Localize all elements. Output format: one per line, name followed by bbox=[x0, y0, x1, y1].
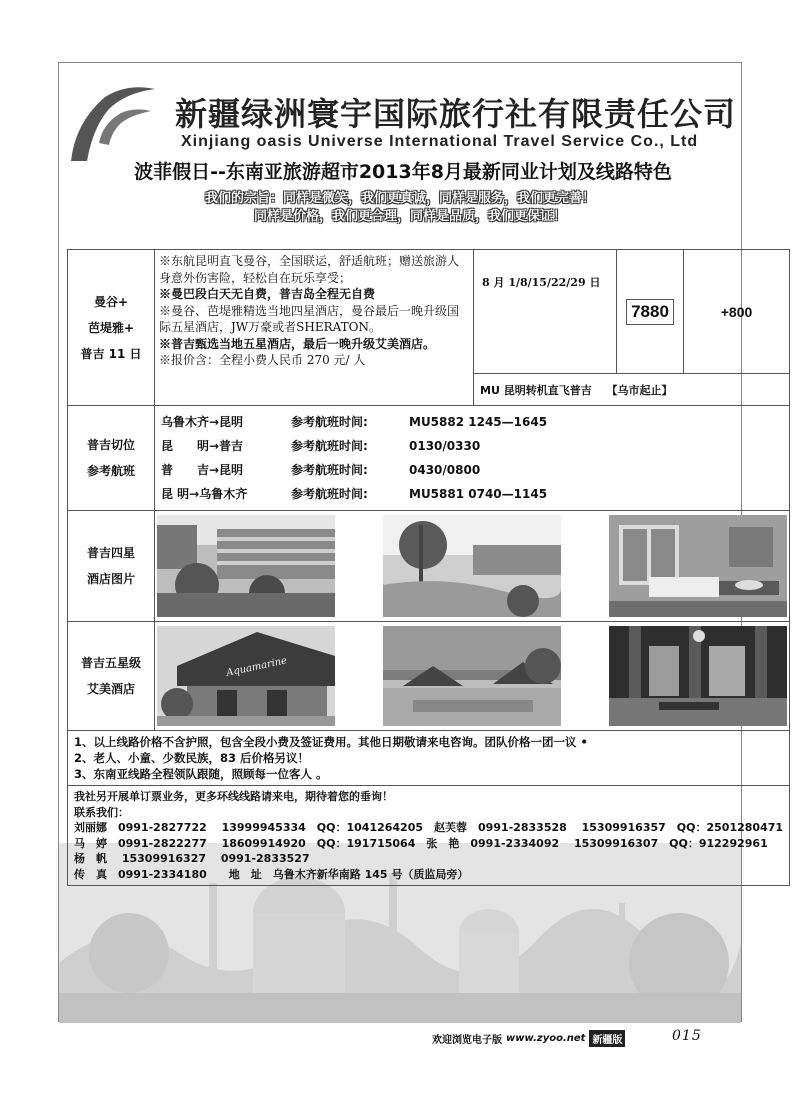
flight-row: 普 吉→昆明 参考航班时间: 0430/0800 bbox=[161, 463, 481, 477]
contact-info bbox=[68, 786, 790, 886]
footer-welcome: 欢迎浏览电子版 bbox=[432, 1034, 502, 1046]
flight-row: 乌鲁木齐→昆明 参考航班时间: MU5882 1245—1645 bbox=[161, 415, 548, 429]
slogan-line-1: 我们的宗旨：同样是微笑，我们更真诚，同样是服务，我们更完善！ bbox=[204, 191, 595, 206]
hotel4-room-photo bbox=[609, 515, 787, 617]
hotel4-photos bbox=[155, 511, 790, 622]
tour-desc-line: ※曼巴段白天无自费，普吉岛全程无自费 bbox=[159, 287, 376, 301]
company-name-cn: 新疆绿洲寰宇国际旅行社有限责任公司 bbox=[175, 95, 737, 133]
flight-row: 昆 明→普吉 参考航班时间: 0130/0330 bbox=[161, 439, 481, 453]
contact-line: 传 真 0991-2334180 地 址 乌鲁木齐新华南路 145 号（质监局旁） bbox=[74, 867, 469, 881]
page-frame bbox=[58, 62, 784, 1022]
tour-desc-line: ※曼谷、芭堤雅精选当地四星酒店，曼谷最后一晚升级国际五星酒店，JW万豪或者SHERATON。 bbox=[159, 303, 460, 334]
company-name-en: Xinjiang oasis Universe International Travel Service Co., Ltd bbox=[181, 133, 699, 150]
hotel4-label: 普吉四星 酒店图片 bbox=[68, 511, 155, 622]
tour-description bbox=[155, 250, 474, 406]
notes bbox=[68, 731, 790, 786]
contact-line: 刘丽娜 0991-2827722 13999945334 QQ：1041264205 赵芙蓉 0991-2833528 15309916357 QQ：2501280471 bbox=[74, 821, 784, 834]
note-line: 3、东南亚线路全程领队跟随，照顾每一位客人 。 bbox=[74, 767, 328, 781]
contact-line: 杨 帆 15309916327 0991-2833527 bbox=[74, 852, 310, 865]
hotel5-entrance-photo bbox=[157, 626, 335, 726]
note-line: 2、老人、小童、少数民族，83 后价格另议！ bbox=[74, 751, 310, 765]
slogan-line-2: 同样是价格，我们更合理，同样是品质，我们更保证！ bbox=[253, 209, 566, 224]
tour-desc-line: ※报价含：全程小费人民币 270 元/ 人 bbox=[159, 353, 366, 367]
contact-line: 马 婷 0991-2822277 18609914920 QQ：191715064 张 艳 0991-2334092 15309916307 QQ：912292961 bbox=[74, 836, 768, 850]
hotel5-photos bbox=[155, 622, 790, 731]
company-logo bbox=[65, 83, 155, 163]
tour-desc-line: ※东航昆明直飞曼谷，全国联运，舒适航班；赠送旅游人身意外伤害险，轻松自在玩乐享受； bbox=[159, 254, 460, 285]
single-supplement: +800 bbox=[684, 250, 790, 374]
headline: 波菲假日--东南亚旅游超市2013年8月最新同业计划及线路特色 bbox=[134, 161, 672, 183]
tour-label: 曼谷+ 芭堤雅+ 普吉 11 日 bbox=[68, 250, 155, 406]
contact-heading: 联系我们： bbox=[74, 805, 129, 819]
footer-url-link[interactable]: www.zyoo.net bbox=[506, 1032, 586, 1044]
tour-desc-line: ※普吉甄选当地五星酒店，最后一晚升级艾美酒店。 bbox=[159, 336, 436, 351]
hotel5-lobby-photo bbox=[609, 626, 787, 726]
hotel4-pool-photo bbox=[383, 515, 561, 617]
footer-bar bbox=[432, 1030, 656, 1046]
hotel5-label: 普吉五星级 艾美酒店 bbox=[68, 622, 155, 731]
flights-label: 普吉切位 参考航班 bbox=[68, 406, 155, 511]
footer-edition-badge: 新疆版 bbox=[589, 1030, 625, 1047]
flight-row: 昆 明→乌鲁木齐 参考航班时间: MU5881 0740—1145 bbox=[161, 487, 548, 501]
hotel-sign-text: Aquamarine bbox=[225, 655, 289, 679]
departure-dates: 8 月 1/8/15/22/29 日 bbox=[474, 250, 617, 374]
page-number: 015 bbox=[672, 1028, 702, 1044]
hotel5-seaview-photo bbox=[383, 626, 561, 726]
flight-schedule bbox=[155, 406, 790, 511]
contact-intro: 我社另开展单订票业务，更多环线线路请来电，期待着您的垂询！ bbox=[74, 790, 393, 803]
itinerary-table bbox=[67, 249, 790, 886]
route-note: MU 昆明转机直飞普吉 【乌市起止】 bbox=[474, 374, 790, 406]
hotel4-exterior-photo bbox=[157, 515, 335, 617]
note-line: 1、以上线路价格不含护照，包含全段小费及签证费用。其他日期敬请来电咨询。团队价格一团一议 • bbox=[74, 735, 588, 749]
tour-price: 7880 bbox=[617, 250, 684, 374]
